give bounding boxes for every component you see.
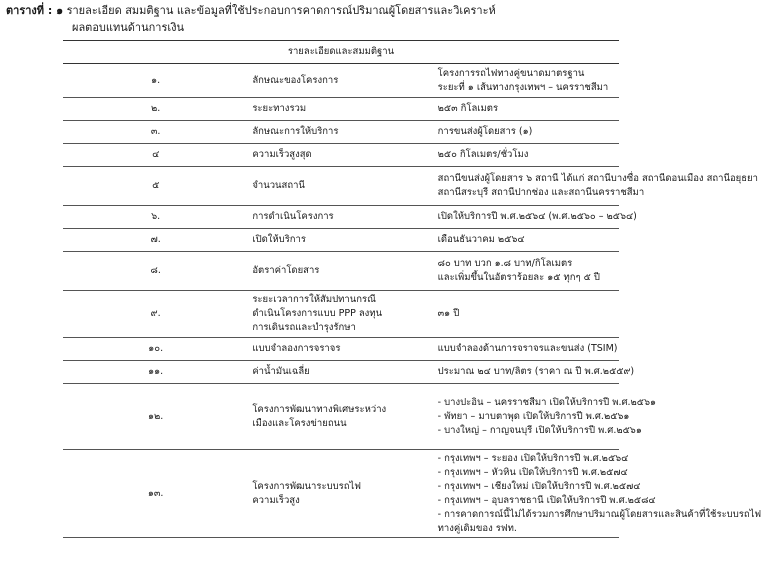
row-number: ๑๐.	[63, 338, 248, 361]
row-number: ๖.	[63, 206, 248, 229]
table-row	[63, 121, 619, 144]
row-detail	[434, 98, 619, 121]
detail-line: ๒๕๐ กิโลเมตร/ชั่วโมง	[437, 149, 529, 160]
table-row	[63, 338, 619, 361]
row-detail	[434, 384, 657, 450]
topic-line: ลักษณะการให้บริการ	[252, 126, 339, 137]
caption-title-cont: ผลตอบแทนด้านการเงิน	[72, 21, 185, 34]
topic-line: การดำเนินโครงการ	[252, 211, 334, 222]
row-topic	[248, 64, 433, 98]
row-detail	[434, 144, 619, 167]
table-row	[63, 361, 619, 384]
row-topic	[248, 121, 433, 144]
row-number: ๒.	[63, 98, 248, 121]
assumptions-table	[63, 40, 761, 538]
row-number: ๑๑.	[63, 361, 248, 384]
table-row	[63, 144, 619, 167]
row-number: ๓.	[63, 121, 248, 144]
row-topic	[248, 338, 433, 361]
table-header-row	[63, 41, 619, 64]
detail-line: ระยะที่ ๑ เส้นทางกรุงเทพฯ – นครราชสีมา	[437, 81, 609, 93]
topic-line: แบบจำลองการจราจร	[252, 343, 341, 354]
topic-line: ความเร็วสูงสุด	[252, 149, 312, 160]
detail-line: การขนส่งผู้โดยสาร (๑)	[437, 126, 533, 137]
row-number: ๗.	[63, 229, 248, 252]
row-detail	[434, 450, 761, 538]
detail-line: - บางใหญ่ – กาญจนบุรี เปิดให้บริการปี พ.ศ.๒๕๖๑	[437, 424, 642, 436]
detail-line: โครงการรถไฟทางคู่ขนาดมาตรฐาน	[437, 67, 585, 79]
detail-line: และเพิ่มขึ้นในอัตราร้อยละ ๑๕ ทุกๆ ๕ ปี	[437, 272, 600, 283]
row-detail	[434, 361, 635, 384]
table-row	[63, 98, 619, 121]
detail-line: ๘๐ บาท บวก ๑.๘ บาท/กิโลเมตร	[437, 258, 573, 269]
row-topic	[248, 144, 433, 167]
row-topic	[248, 252, 433, 291]
row-detail	[434, 206, 637, 229]
detail-line: ๓๑ ปี	[437, 308, 460, 319]
table-header: รายละเอียดและสมมติฐาน	[63, 41, 619, 64]
table-row	[63, 384, 619, 450]
row-detail	[434, 229, 619, 252]
topic-line: ระยะเวลาการให้สัมปทานกรณี	[252, 294, 376, 305]
row-number: ๑๒.	[63, 384, 248, 450]
topic-line: ระยะทางรวม	[252, 103, 307, 114]
detail-line: ๒๕๓ กิโลเมตร	[437, 103, 499, 114]
row-topic	[248, 291, 433, 338]
detail-line: - กรุงเทพฯ – หัวหิน เปิดให้บริการปี พ.ศ.๒๕๗๔	[437, 466, 628, 478]
table-row	[63, 252, 619, 291]
row-detail	[434, 338, 619, 361]
detail-line: เปิดให้บริการปี พ.ศ.๒๕๖๔ (พ.ศ.๒๕๖๐ – ๒๕๖๔)	[437, 211, 637, 222]
topic-line: ความเร็วสูง	[252, 494, 300, 506]
topic-line: โครงการพัฒนาระบบรถไฟ	[252, 480, 362, 492]
row-topic	[248, 450, 433, 538]
caption-label: ตารางที่ : ๑	[6, 4, 64, 17]
row-topic	[248, 361, 433, 384]
row-number: ๘.	[63, 252, 248, 291]
detail-line: สถานีขนส่งผู้โดยสาร ๖ สถานี ได้แก่ สถานีบางซื่อ สถานีดอนเมือง สถานีอยุธยา	[437, 173, 758, 184]
row-detail	[434, 291, 619, 338]
topic-line: ลักษณะของโครงการ	[252, 74, 339, 86]
topic-line: จำนวนสถานี	[252, 180, 305, 191]
row-number: ๑.	[63, 64, 248, 98]
row-detail	[434, 121, 619, 144]
row-number: ๕	[63, 167, 248, 206]
table-body	[63, 64, 761, 538]
detail-line: - กรุงเทพฯ – ระยอง เปิดให้บริการปี พ.ศ.๒๕๖๔	[437, 452, 629, 464]
row-number: ๙.	[63, 291, 248, 338]
table-row	[63, 167, 619, 206]
row-topic	[248, 98, 433, 121]
detail-line: ประมาณ ๒๔ บาท/ลิตร (ราคา ณ ปี พ.ศ.๒๕๕๙)	[437, 366, 635, 377]
table-caption	[6, 2, 618, 36]
row-topic	[248, 384, 433, 450]
topic-line: การเดินรถและบำรุงรักษา	[252, 322, 356, 333]
row-topic	[248, 229, 433, 252]
topic-line: ดำเนินโครงการแบบ PPP ลงทุน	[252, 308, 383, 319]
detail-line: - กรุงเทพฯ – อุบลราชธานี เปิดให้บริการปี พ.ศ.๒๕๘๔	[437, 494, 656, 506]
topic-line: อัตราค่าโดยสาร	[252, 265, 320, 276]
detail-line: เดือนธันวาคม ๒๕๖๔	[437, 234, 525, 245]
row-number: ๑๓.	[63, 450, 248, 538]
detail-line: แบบจำลองด้านการจราจรและขนส่ง (TSIM)	[437, 343, 618, 354]
caption-title: รายละเอียด สมมติฐาน และข้อมูลที่ใช้ประกอบการคาดการณ์ปริมาณผู้โดยสารและวิเคราะห์	[66, 4, 496, 17]
detail-line: ทางคู่เดิมของ รฟท.	[437, 522, 517, 534]
row-detail	[434, 64, 619, 98]
detail-line: - พัทยา – มาบตาพุด เปิดให้บริการปี พ.ศ.๒๕๖๑	[437, 410, 630, 422]
row-detail	[434, 252, 619, 291]
detail-line: - กรุงเทพฯ – เชียงใหม่ เปิดให้บริการปี พ.ศ.๒๕๗๔	[437, 480, 641, 492]
table-row	[63, 229, 619, 252]
row-topic	[248, 206, 433, 229]
table-row	[63, 450, 619, 538]
topic-line: โครงการพัฒนาทางพิเศษระหว่าง	[252, 403, 387, 415]
row-detail	[434, 167, 758, 206]
table-row	[63, 206, 619, 229]
topic-line: เมืองและโครงข่ายถนน	[252, 417, 347, 429]
row-number: ๔	[63, 144, 248, 167]
topic-line: ค่าน้ำมันเฉลี่ย	[252, 366, 310, 377]
detail-line: สถานีสระบุรี สถานีปากช่อง และสถานีนครราชสีมา	[437, 187, 645, 198]
row-topic	[248, 167, 433, 206]
detail-line: - บางปะอิน – นครราชสีมา เปิดให้บริการปี พ.ศ.๒๕๖๑	[437, 396, 657, 408]
table-row	[63, 64, 619, 98]
topic-line: เปิดให้บริการ	[252, 234, 306, 245]
detail-line: - การคาดการณ์นี้ไม่ได้รวมการศึกษาปริมาณผู้โดยสารและสินค้าที่ใช้ระบบรถไฟ	[437, 508, 761, 520]
table-row	[63, 291, 619, 338]
